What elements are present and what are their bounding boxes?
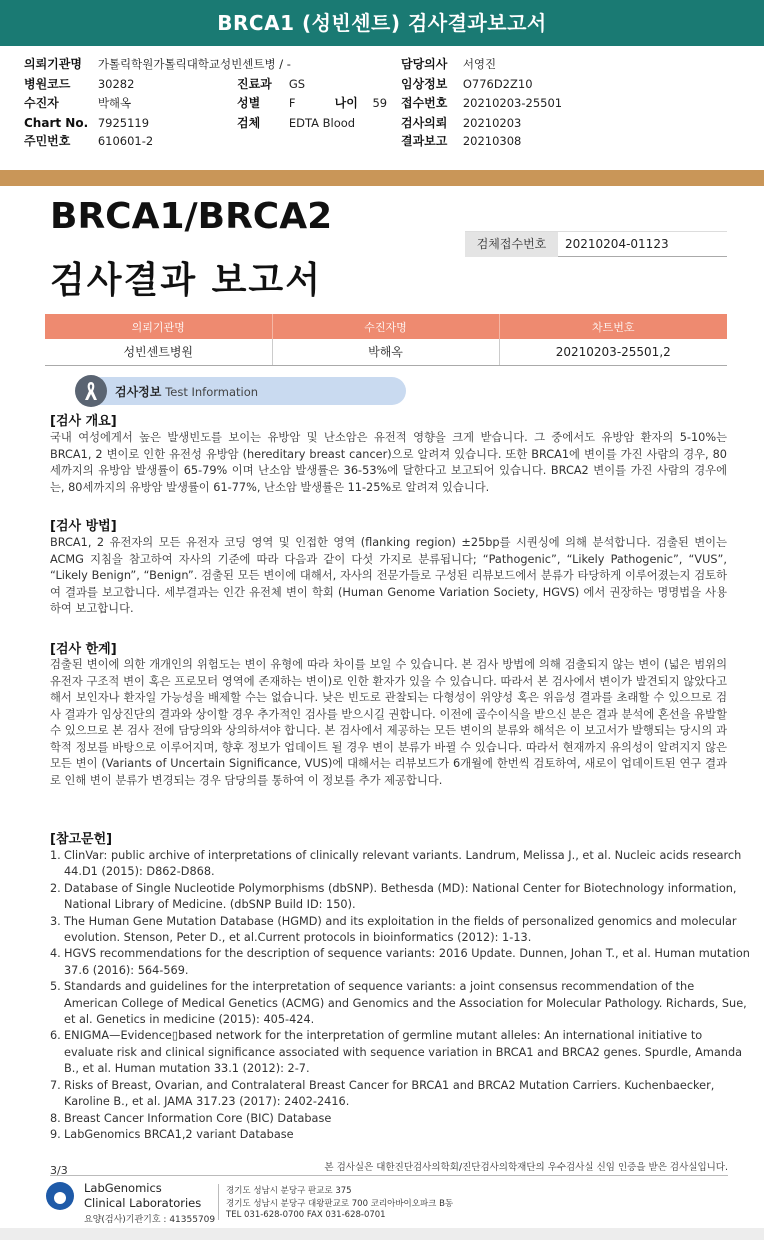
list-item: 4. HGVS recommendations for the description of sequence variants: 2016 Update. Dunnen, Johan T., et al. Human mutation 37.6 (2016): 564-569. bbox=[50, 947, 750, 977]
report-date-label: 결과보고 bbox=[401, 134, 448, 148]
ribbon-icon bbox=[75, 375, 107, 407]
section-divider bbox=[0, 170, 764, 186]
limits-text: 검출된 변이에 의한 개개인의 위험도는 변이 유형에 따라 차이를 보일 수 있습니다. 본 검사 방법에 의해 검출되지 않는 변이 (넓은 범위의 유전자 구조적 변이 혹은 프로모터 영역에 존재하는 변이)로 인한 환자가 있을 수 있습니다. 따라서 본 검사에서 변이가 발견되지 않았다고 해서 보인자나 환자일 가능성을 배제할 수는 없습니다. 낮은 빈도로 관찰되는 다형성이 위양성 혹은 위음성 결과를 초래할 수 있으므로 검사 결과가 임상진단의 결과와 상이할 경우 추가적인 검사를 받으시길 권합니다. 이전에 골수이식을 받으신 분은 결과 분석에 혼선을 유발할 수 있으므로 본 검사 전에 담당의와 상의하셔야 합니다. 본 검사에서 제공하는 모든 변이의 분류와 해석은 이 보고서가 발행되는 당시의 과학적 정보를 바탕으로 이루어지며, 향후 정보가 업데이트 될 경우 변이 분류가 바뀔 수 있습니다. 따라서 현재까지 유의성이 알려지지 않은 모든 변이 (Variants of Uncertain Significance, VUS)에 대해서는 리뷰보드가 6개월에 한번씩 검토하여, 새로이 업데이트된 연구 결과로 인해 변이 분류가 변경되는 경우 담당의를 통하여 이 정보를 추가 제공합니다. bbox=[50, 658, 727, 787]
age-value: 59 bbox=[372, 96, 388, 110]
patient-info-table bbox=[45, 314, 727, 366]
dept-value: GS bbox=[288, 77, 306, 91]
report-title-bar: BRCA1 (성빈센트) 검사결과보고서 bbox=[0, 0, 764, 46]
page-number: 3/3 bbox=[50, 1164, 68, 1177]
references-list bbox=[50, 848, 750, 1143]
table-cell-institution: 성빈센트병원 bbox=[45, 339, 272, 365]
address-line2: 경기도 성남시 분당구 대왕판교로 700 코리아바이오파크 B동 bbox=[226, 1199, 454, 1209]
clinical-info-value: O776D2Z10 bbox=[462, 77, 533, 91]
specimen-value: EDTA Blood bbox=[288, 116, 356, 130]
table-row bbox=[45, 339, 727, 365]
overview-heading: [검사 개요] bbox=[50, 414, 117, 429]
doctor-value: 서영진 bbox=[462, 57, 497, 71]
receipt-number-box bbox=[465, 231, 727, 257]
request-date-label: 검사의뢰 bbox=[401, 116, 448, 130]
footer-vertical-divider bbox=[218, 1184, 219, 1220]
table-cell-chart: 20210203-25501,2 bbox=[499, 339, 727, 365]
institution-value: 가톨릭학원가톨릭대학교성빈센트병 / - bbox=[97, 57, 291, 71]
request-date-value: 20210203 bbox=[462, 116, 522, 130]
list-item: 2. Database of Single Nucleotide Polymorphisms (dbSNP). Bethesda (MD): National Center for Biotechnology information, National Library of Medicine. (dbSNP Build ID: 150). bbox=[50, 881, 737, 912]
lab-name-line1: LabGenomics bbox=[84, 1181, 162, 1195]
list-item: 6. ENIGMA—Evidence▯based network for the interpretation of germline mutant alleles: An international initiative to evaluate risk and clinical significance associated with sequence variation in BRCA1 and BRCA2 genes. Spurdle, Amanda B., et al. Human mutation 33.1 (2012): 2-7. bbox=[50, 1029, 743, 1076]
references-heading: [참고문헌] bbox=[50, 832, 113, 847]
hospital-code-value: 30282 bbox=[97, 77, 135, 91]
lab-code: 요양(검사)기관기호 : 41355709 bbox=[84, 1215, 216, 1225]
table-cell-patient: 박해옥 bbox=[272, 339, 499, 365]
report-date-value: 20210308 bbox=[462, 134, 522, 148]
report-heading: BRCA1/BRCA2 bbox=[50, 196, 333, 237]
institution-label: 의뢰기관명 bbox=[24, 57, 82, 71]
table-header-patient: 수진자명 bbox=[272, 314, 499, 339]
address-line1: 경기도 성남시 분당구 판교로 375 bbox=[226, 1186, 352, 1196]
table-header-chart: 차트번호 bbox=[499, 314, 727, 339]
method-text: BRCA1, 2 유전자의 모든 유전자 코딩 영역 및 인접한 영역 (flanking region) ±25bp를 시퀀싱에 의해 분석합니다. 검출된 변이는 ACMG 지침을 참고하여 자사의 기준에 따라 다음과 같이 다섯 가지로 분류됩니다; “Pathogenic”, “Likely Pathogenic”, “VUS”, “Likely Benign”, “Benign”. 검출된 모든 변이에 대해서, 자사의 전문가들로 구성된 리뷰보드에서 분류가 타당하게 이루어졌는지 검토하여 결과를 보고합니다. 세부결과는 인간 유전체 변이 학회 (Human Genome Variation Society, HGVS) 에서 권장하는 명명법을 사용하여 보고합니다. bbox=[50, 536, 727, 615]
phone-fax: TEL 031-628-0700 FAX 031-628-0701 bbox=[226, 1210, 386, 1220]
specimen-label: 검체 bbox=[237, 116, 261, 130]
limits-heading: [검사 한계] bbox=[50, 642, 117, 657]
receipt-number-value: 20210204-01123 bbox=[565, 237, 669, 251]
hospital-code-label: 병원코드 bbox=[24, 77, 71, 91]
page-bottom-strip bbox=[0, 1228, 764, 1240]
patient-value: 박해옥 bbox=[97, 96, 132, 110]
labgenomics-logo-icon bbox=[46, 1182, 74, 1210]
lab-name-line2: Clinical Laboratories bbox=[84, 1196, 202, 1210]
certification-note: 본 검사실은 대한진단검사의학회/진단검사의학재단의 우수검사실 신임 인증을 받은 검사실입니다. bbox=[324, 1162, 728, 1173]
age-label: 나이 bbox=[334, 96, 358, 110]
accession-value: 20210203-25501 bbox=[462, 96, 563, 110]
sex-label: 성별 bbox=[237, 96, 261, 110]
report-subheading: 검사결과 보고서 bbox=[50, 260, 322, 301]
patient-label: 수진자 bbox=[24, 96, 59, 110]
dept-label: 진료과 bbox=[237, 77, 272, 91]
footer-divider bbox=[50, 1175, 728, 1176]
list-item: 9. LabGenomics BRCA1,2 variant Database bbox=[50, 1127, 294, 1141]
list-item: 8. Breast Cancer Information Core (BIC) Database bbox=[50, 1111, 332, 1125]
list-item: 5. Standards and guidelines for the interpretation of sequence variants: a joint consensus recommendation of the American College of Medical Genetics (ACMG) and Genomics and the Association for Molecular Pathology. Richards, Sue, et al. Genetics in medicine (2015): 405-424. bbox=[50, 980, 747, 1027]
doctor-label: 담당의사 bbox=[401, 57, 448, 71]
list-item: 7. Risks of Breast, Ovarian, and Contralateral Breast Cancer for BRCA1 and BRCA2 Mutation Carriers. Kuchenbaecker, Karoline B., et al. JAMA 317.23 (2017): 2402-2416. bbox=[50, 1078, 715, 1109]
resident-no-value: 610601-2 bbox=[97, 134, 154, 148]
sex-value: F bbox=[288, 96, 296, 110]
receipt-number-label: 검체접수번호 bbox=[465, 232, 558, 257]
overview-text: 국내 여성에게서 높은 발생빈도를 보이는 유방암 및 난소암은 유전적 영향을 크게 받습니다. 그 중에서도 유방암 환자의 5-10%는 BRCA1, 2 변이로 인한 유전성 유방암 (hereditary breast cancer)으로 알려져 있습니다. 또한 BRCA1에 변이를 가진 사람의 경우, 80세까지의 유방암 발생률이 65-79% 이며 난소암 발생률은 36-53%에 달한다고 보고되어 있습니다. BRCA2 변이를 가진 사람의 경우에는, 80세까지의 유방암 발생률이 61-77%, 난소암 발생률은 11-25%로 알려져 있습니다. bbox=[50, 431, 727, 494]
test-info-label bbox=[115, 383, 258, 400]
chart-no-label: Chart No. bbox=[24, 116, 89, 130]
list-item: 1. ClinVar: public archive of interpretations of clinically relevant variants. Landrum, Melissa J., et al. Nucleic acids research 44.D1 (2015): D862-D868. bbox=[50, 849, 742, 879]
accession-label: 접수번호 bbox=[401, 96, 448, 110]
list-item: 3. The Human Gene Mutation Database (HGMD) and its exploitation in the fields of personalized genomics and molecular evolution. Stenson, Peter D., et al.Current protocols in bioinformatics (2012): 1-13. bbox=[50, 914, 737, 945]
chart-no-value: 7925119 bbox=[97, 116, 150, 130]
method-heading: [검사 방법] bbox=[50, 519, 117, 534]
clinical-info-label: 임상정보 bbox=[401, 77, 448, 91]
test-info-label-en: Test Information bbox=[165, 385, 259, 399]
test-info-label-ko: 검사정보 bbox=[115, 385, 162, 399]
table-header-institution: 의뢰기관명 bbox=[45, 314, 272, 339]
resident-no-label: 주민번호 bbox=[24, 134, 71, 148]
